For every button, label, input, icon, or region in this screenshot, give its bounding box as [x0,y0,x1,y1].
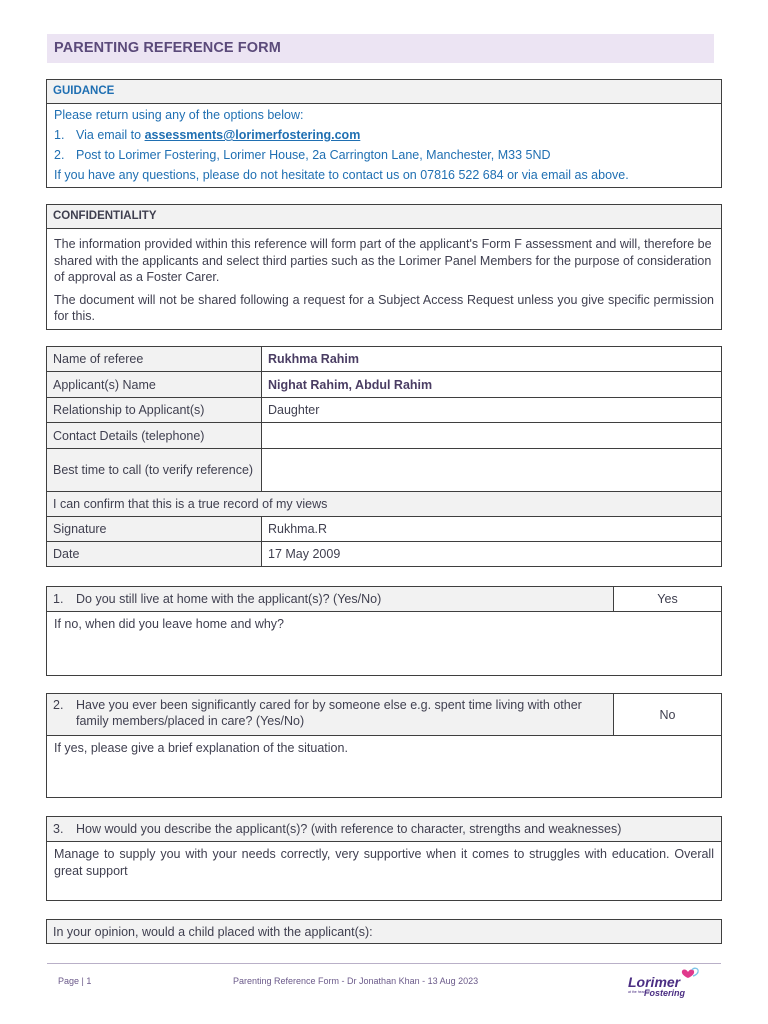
page-title: PARENTING REFERENCE FORM [54,40,281,56]
footer-divider [47,963,721,964]
table-row [47,492,722,517]
table-row [47,398,722,423]
question-3-answer[interactable]: Manage to supply you with your needs correctly, very supportive when it comes to struggles with education. Overall great support [54,847,714,878]
table-row [47,347,722,372]
confidentiality-section [46,204,722,330]
question-2 [46,693,722,798]
question-3 [46,816,722,901]
table-row [47,542,722,567]
referee-details-table [46,346,722,567]
question-1-followup[interactable]: If no, when did you leave home and why? [54,617,285,631]
guidance-heading: GUIDANCE [47,80,721,104]
footer-document-info: Parenting Reference Form - Dr Jonathan Khan - 13 Aug 2023 [233,976,479,986]
question-2-followup[interactable]: If yes, please give a brief explanation of the situation. [54,741,348,755]
guidance-option-post: 2. Post to Lorimer Fostering, Lorimer House, 2a Carrington Lane, Manchester, M33 5ND [54,148,551,162]
referee-label: Name of referee [47,347,262,372]
guidance-questions: If you have any questions, please do not hesitate to contact us on 07816 522 684 or via email as above. [54,168,629,182]
email-link[interactable]: assessments@lorimerfostering.com [144,128,361,142]
question-4-text: In your opinion, would a child placed with the applicant(s): [47,920,721,943]
question-2-number: 2. [53,698,64,712]
confirm-statement: I can confirm that this is a true record of my views [47,492,722,517]
confidentiality-heading: CONFIDENTIALITY [47,205,721,229]
besttime-value[interactable] [262,449,722,492]
title-bar [47,34,714,63]
question-4 [46,919,722,944]
guidance-intro: Please return using any of the options below: [54,108,304,122]
confidentiality-para-1: The information provided within this reference will form part of the applicant's Form F assessment and will, therefore be shared with the applicants and select third parties such as the Lorimer Panel Members for the purpose of consideration of approval as a Foster Carer. [54,237,712,284]
logo-small-text: at the heart of [628,990,650,994]
referee-value[interactable]: Rukhma Rahim [262,347,722,372]
logo-heart-icon [682,969,694,978]
question-3-number: 3. [53,822,64,836]
guidance-section [46,79,722,188]
contact-value[interactable] [262,423,722,449]
table-row [47,423,722,449]
question-3-text: How would you describe the applicant(s)? (with reference to character, strengths and weaknesses) [76,822,622,836]
confidentiality-para-2: The document will not be shared following a request for a Subject Access Request unless you give specific permission for this. [54,292,714,323]
relationship-value[interactable]: Daughter [262,398,722,423]
relationship-label: Relationship to Applicant(s) [47,398,262,423]
question-1-text: Do you still live at home with the applicant(s)? (Yes/No) [76,592,382,606]
besttime-label: Best time to call (to verify reference) [47,449,262,492]
signature-label: Signature [47,517,262,542]
question-1-number: 1. [53,592,64,606]
page-number: Page | 1 [58,976,92,986]
lorimer-logo [626,966,716,1000]
contact-label: Contact Details (telephone) [47,423,262,449]
logo-sub-text: Fostering [644,988,686,998]
question-2-answer[interactable]: No [613,694,721,735]
logo-text: Lorimer [628,974,681,990]
date-value[interactable]: 17 May 2009 [262,542,722,567]
date-label: Date [47,542,262,567]
applicants-value[interactable]: Nighat Rahim, Abdul Rahim [262,372,722,398]
signature-value[interactable]: Rukhma.R [262,517,722,542]
applicants-label: Applicant(s) Name [47,372,262,398]
question-2-text: Have you ever been significantly cared for by someone else e.g. spent time living with other family members/placed in care? (Yes/No) [76,698,582,728]
table-row [47,517,722,542]
table-row [47,372,722,398]
question-1-answer[interactable]: Yes [613,587,721,611]
table-row [47,449,722,492]
guidance-option-email: 1. Via email to assessments@lorimerfostering.com [54,128,361,142]
question-1 [46,586,722,676]
